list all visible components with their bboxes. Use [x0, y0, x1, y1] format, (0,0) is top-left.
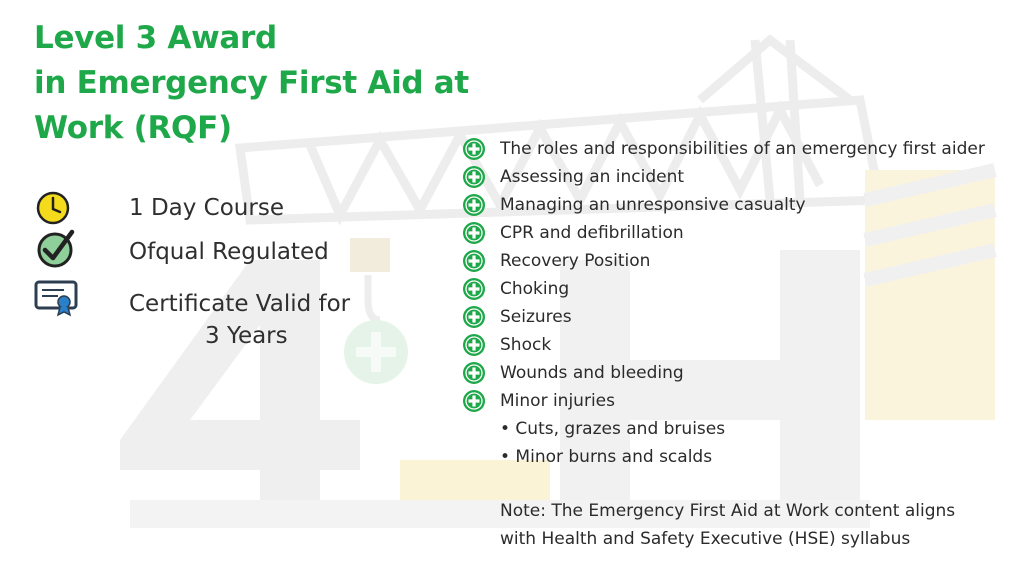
course-title-line-1: Level 3 Award — [34, 20, 277, 56]
green-plus-icon — [462, 389, 486, 413]
clock-icon — [34, 190, 72, 226]
topic-text: Assessing an incident — [500, 167, 685, 187]
course-title-line-2: in Emergency First Aid at — [34, 65, 469, 101]
green-plus-icon — [462, 249, 486, 273]
feature-certificate-line-1: Certificate Valid for — [129, 291, 351, 317]
syllabus-note-line-1: Note: The Emergency First Aid at Work content aligns — [500, 501, 956, 521]
course-topics-list — [462, 135, 985, 471]
green-plus-icon — [462, 305, 486, 329]
feature-certificate-text — [129, 288, 350, 352]
green-plus-icon — [462, 137, 486, 161]
green-plus-icon — [462, 333, 486, 357]
subtopic-item: • Minor burns and scalds — [500, 447, 713, 467]
green-plus-icon — [462, 165, 486, 189]
topic-text: Managing an unresponsive casualty — [500, 195, 806, 215]
topic-item — [462, 387, 725, 415]
feature-certificate — [34, 280, 434, 350]
topic-item — [462, 331, 725, 359]
feature-regulated — [34, 228, 434, 270]
syllabus-note — [500, 497, 1000, 553]
topic-item — [462, 275, 725, 303]
syllabus-note-line-2: with Health and Safety Executive (HSE) syllabus — [500, 529, 911, 549]
topic-item — [462, 135, 985, 163]
certificate-icon — [34, 280, 78, 318]
topic-text: Recovery Position — [500, 251, 651, 271]
topic-text: Minor injuries — [500, 391, 615, 411]
topic-item — [462, 191, 806, 219]
topic-item — [462, 163, 725, 191]
green-plus-icon — [462, 361, 486, 385]
feature-duration-text: 1 Day Course — [129, 195, 284, 221]
course-title — [34, 16, 469, 151]
feature-regulated-text: Ofqual Regulated — [129, 239, 329, 265]
topic-item — [462, 247, 725, 275]
topic-text: Seizures — [500, 307, 572, 327]
checkmark-icon — [34, 228, 78, 270]
green-plus-icon — [462, 277, 486, 301]
topic-item — [462, 359, 725, 387]
topic-text: Choking — [500, 279, 570, 299]
topic-item — [462, 219, 725, 247]
feature-certificate-line-2: 3 Years — [205, 323, 288, 349]
green-plus-icon — [462, 193, 486, 217]
topic-text: Shock — [500, 335, 552, 355]
green-plus-icon — [462, 221, 486, 245]
topic-text: CPR and defibrillation — [500, 223, 684, 243]
subtopic-item: • Cuts, grazes and bruises — [500, 419, 726, 439]
course-title-line-3: Work (RQF) — [34, 110, 232, 146]
topic-item — [462, 303, 725, 331]
feature-duration — [34, 190, 434, 226]
topic-text: The roles and responsibilities of an emergency first aider — [500, 139, 985, 159]
topic-text: Wounds and bleeding — [500, 363, 684, 383]
